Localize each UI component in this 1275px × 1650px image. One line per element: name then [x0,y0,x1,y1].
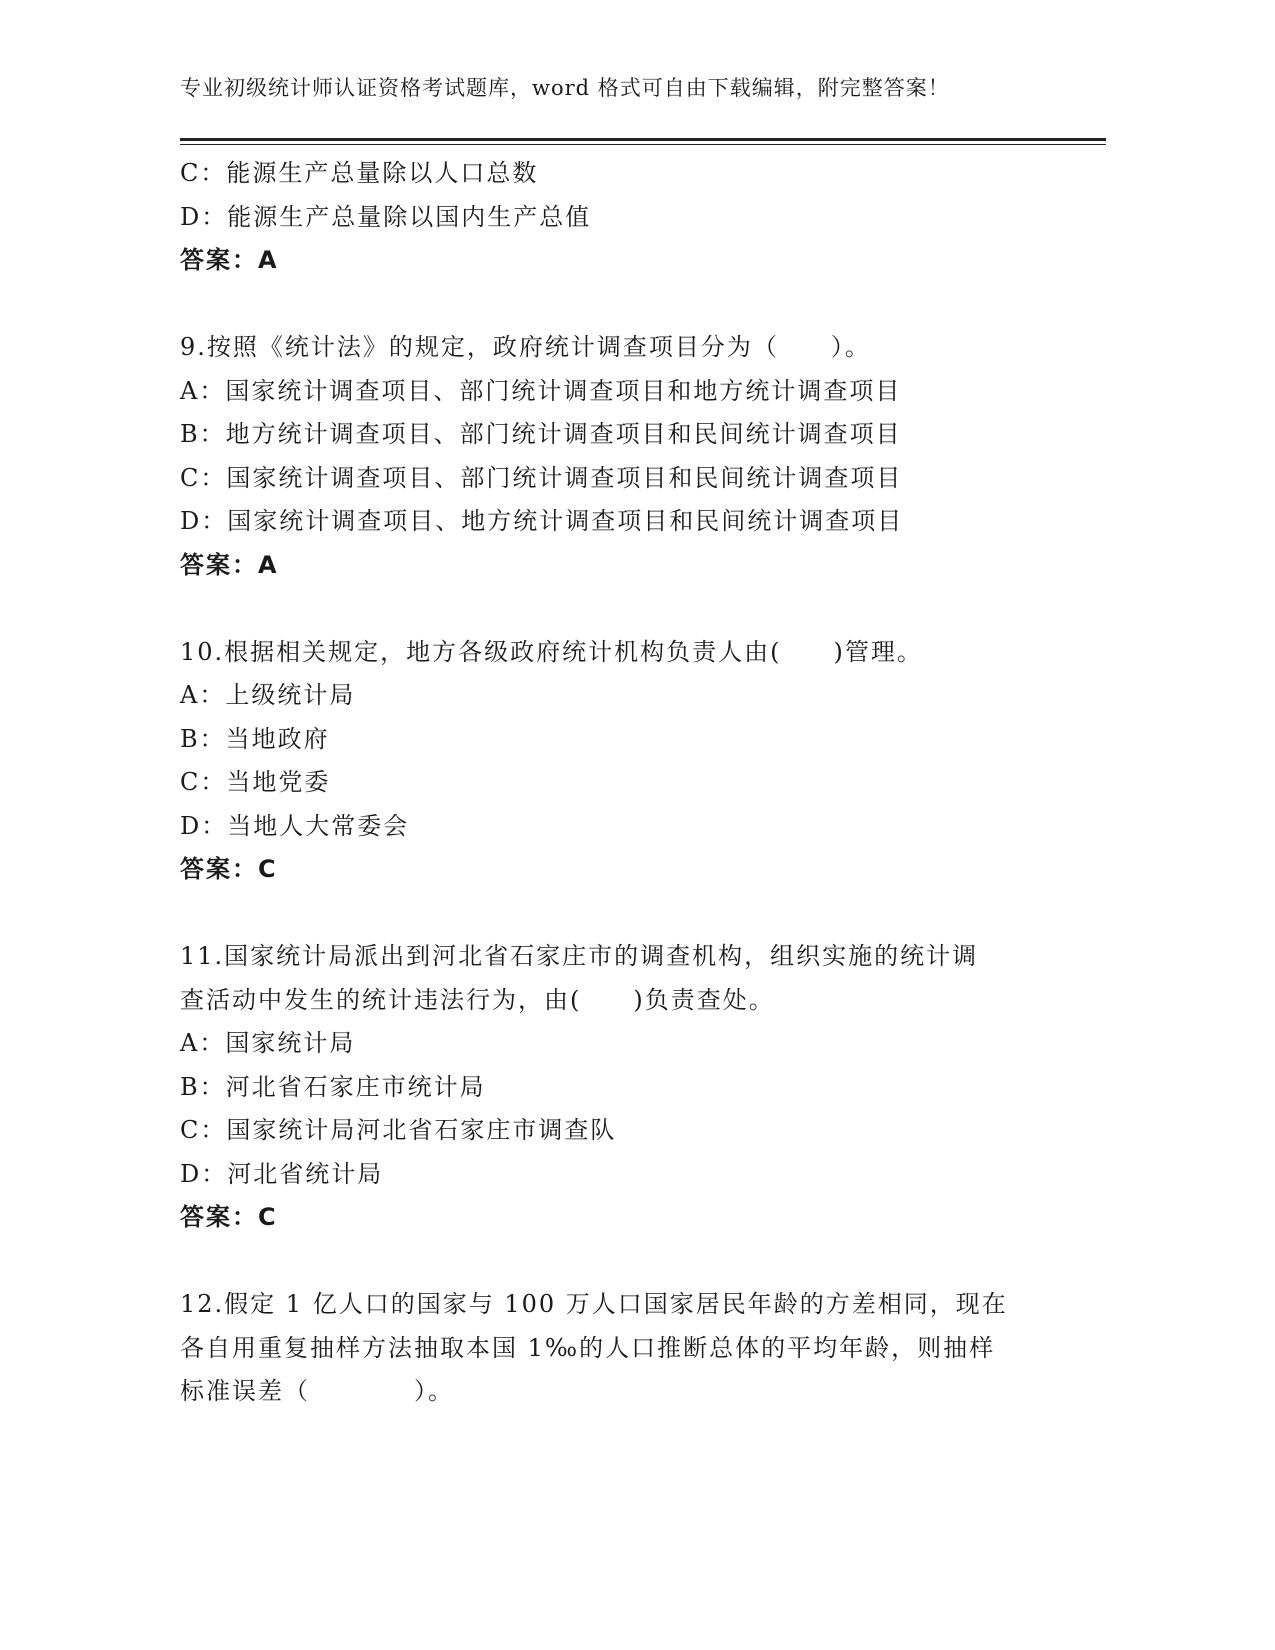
option-d: D：河北省统计局 [180,1159,384,1188]
option-a: A：国家统计调查项目、部门统计调查项目和地方统计调查项目 [180,376,902,405]
spacer [180,587,1040,631]
option-b: B：河北省石家庄市统计局 [180,1072,486,1101]
spacer [180,1240,1040,1284]
spacer [180,283,1040,327]
question-8-continuation [180,152,1040,283]
answer-line: 答案：A [180,246,279,274]
spacer [180,892,1040,936]
header-rule-thick [180,138,1106,141]
question-stem-line-1: 11.国家统计局派出到河北省石家庄市的调查机构，组织实施的统计调 [180,942,979,970]
answer-line: 答案：C [180,1203,278,1231]
option-c: C：当地党委 [180,768,331,796]
option-d: D：能源生产总量除以国内生产总值 [180,202,592,231]
option-c: C：国家统计局河北省石家庄市调查队 [180,1116,617,1144]
question-9 [180,326,1040,587]
header-rule-thin [180,144,1106,145]
question-stem-line-2: 各自用重复抽样方法抽取本国 1‰的人口推断总体的平均年龄，则抽样 [180,1333,996,1362]
option-a: A：国家统计局 [180,1029,356,1057]
option-c: C：国家统计调查项目、部门统计调查项目和民间统计调查项目 [180,463,903,492]
question-stem-line-2: 查活动中发生的统计违法行为，由( )负责查处。 [180,985,775,1014]
question-12 [180,1283,1040,1414]
answer-line: 答案：C [180,855,278,883]
question-content [180,152,1040,1414]
option-a: A：上级统计局 [180,681,356,709]
answer-line: 答案：A [180,550,279,579]
question-stem: 10.根据相关规定，地方各级政府统计机构负责人由( )管理。 [180,637,923,666]
option-d: D：国家统计调查项目、地方统计调查项目和民间统计调查项目 [180,507,904,535]
question-stem: 9.按照《统计法》的规定，政府统计调查项目分为（ ）。 [180,333,871,361]
question-stem-line-3: 标准误差（ ）。 [180,1377,454,1405]
question-10 [180,631,1040,892]
question-11 [180,935,1040,1240]
header-text: 专业初级统计师认证资格考试题库，word 格式可自由下载编辑，附完整答案！ [180,76,950,100]
option-c: C：能源生产总量除以人口总数 [180,159,539,187]
question-stem-line-1: 12.假定 1 亿人口的国家与 100 万人口国家居民年龄的方差相同，现在 [180,1290,1008,1318]
option-b: B：当地政府 [180,724,330,753]
option-b: B：地方统计调查项目、部门统计调查项目和民间统计调查项目 [180,420,902,448]
option-d: D：当地人大常委会 [180,811,410,840]
